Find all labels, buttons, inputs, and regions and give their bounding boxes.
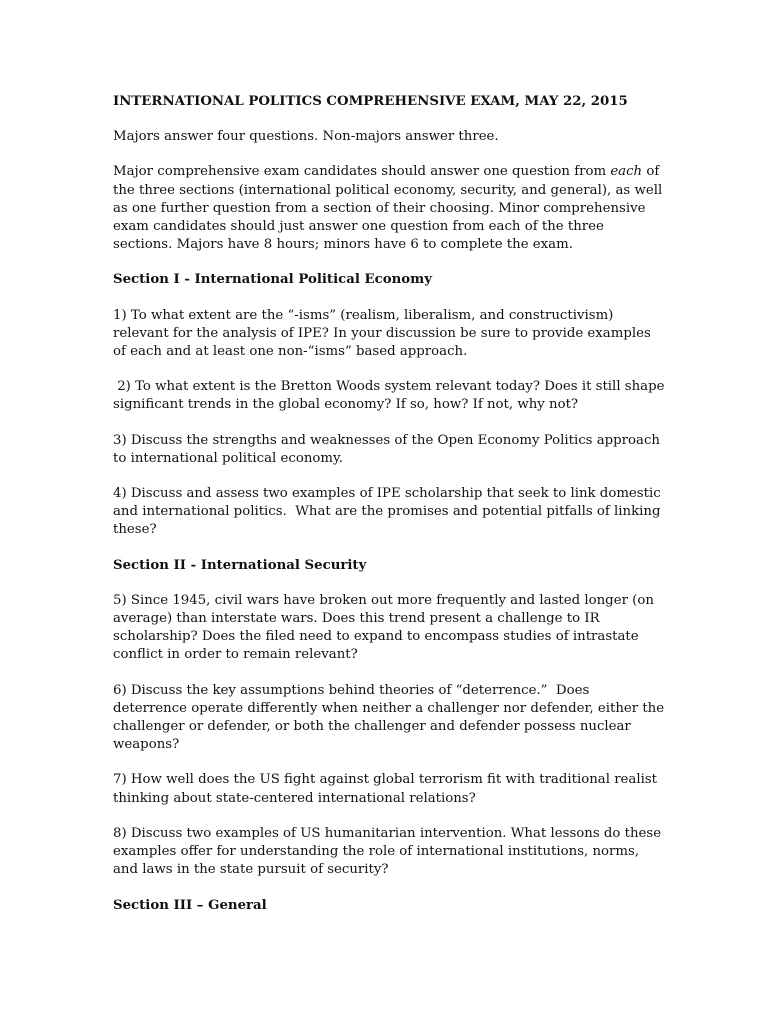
question-5: 5) Since 1945, civil wars have broken out more frequently and lasted longer (on average) than interstate wars. Does this trend present a challenge to IR scholarship? Does the filed need to expand to encompass studies of intrastate conflict in order to remain relevant? (113, 592, 654, 663)
question-3: 3) Discuss the strengths and weaknesses of the Open Economy Politics approach to international political economy. (113, 432, 660, 466)
question-2: 2) To what extent is the Bretton Woods system relevant today? Does it still shape significant trends in the global economy? If so, how? If not, why not? (113, 379, 665, 413)
question-8: 8) Discuss two examples of US humanitarian intervention. What lessons do these examples offer for understanding the role of international institutions, norms, and laws in the state pursuit of security? (113, 825, 662, 878)
section-3-heading: Section III – General (113, 897, 267, 913)
section-1-heading: Section I - International Political Economy (113, 272, 432, 288)
question-6: 6) Discuss the key assumptions behind theories of “deterrence.” Does deterrence operate differently when neither a challenger nor defender, either the challenger or defender, or both the challenger and defender possess nuclear weapons? (113, 682, 665, 753)
exam-title: INTERNATIONAL POLITICS COMPREHENSIVE EXAM, MAY 22, 2015 (113, 94, 628, 109)
instructions-text-before: Major comprehensive exam candidates should answer one question from (113, 164, 611, 180)
question-4: 4) Discuss and assess two examples of IPE scholarship that seek to link domestic and international politics. What are the promises and potential pitfalls of linking these? (113, 486, 661, 538)
question-7: 7) How well does the US fight against global terrorism fit with traditional realist thinking about state-centered international relations? (113, 772, 658, 806)
instructions-paragraph (113, 163, 665, 254)
section-2-heading: Section II - International Security (113, 557, 367, 573)
question-1: 1) To what extent are the “-isms” (realism, liberalism, and constructivism) relevant for the analysis of IPE? In your discussion be sure to provide examples of each and at least one non-“isms” based approach. (113, 307, 651, 360)
instructions-emphasis: each (610, 164, 643, 180)
intro-paragraph: Majors answer four questions. Non-majors answer three. (113, 129, 499, 145)
instructions-text-after: of the three sections (international political economy, security, and general), as well as one further question from a section of their choosing. Minor comprehensive exam candidates should just answer one question from each of the three sections. Majors have 8 hours; minors have 6 to complete the exam. (113, 164, 663, 253)
exam-document (113, 93, 665, 932)
